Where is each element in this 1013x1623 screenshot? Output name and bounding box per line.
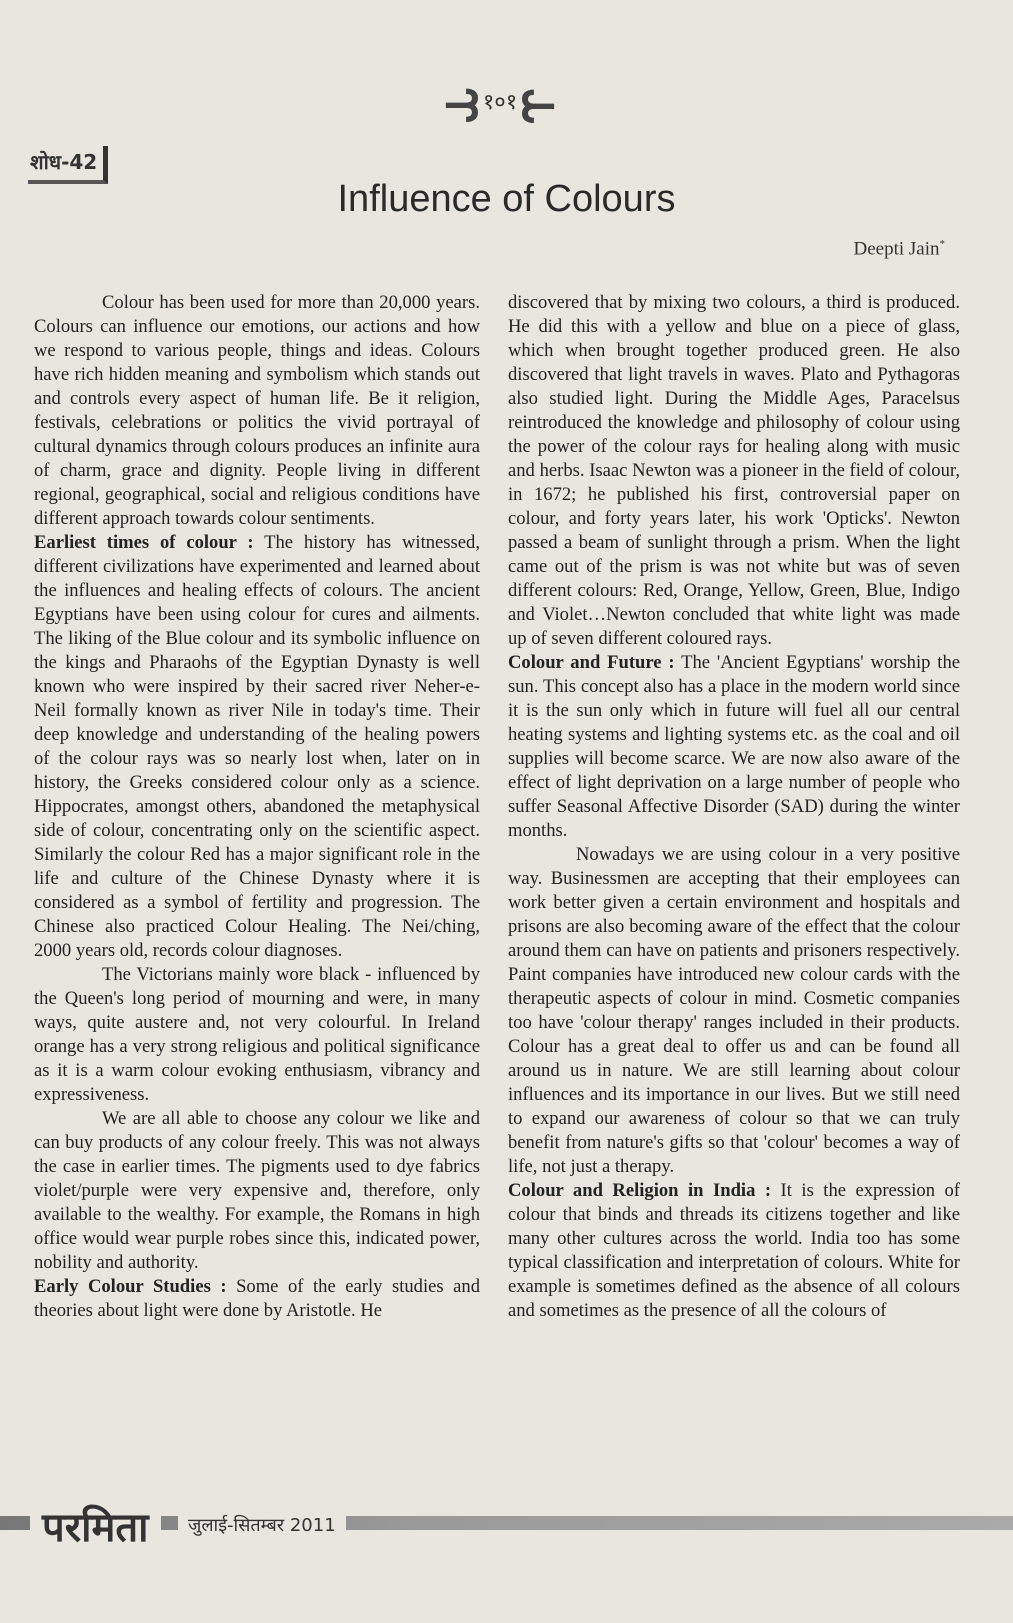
paragraph-aristotle-cont: discovered that by mixing two colours, a third is produced. He did this with a yellow and blue on a piece of glass, which when brought together produced green. He also discovered that light travels in waves. Plato and Pythagoras also studied light. During the Middle Ages, Paracelsus reintroduced the knowledge and philosophy of colour using the power of the colour rays for healing along with music and herbs. Isaac Newton was a pioneer in the field of colour, in 1672; he published his first, controversial paper on colour, and forty years later, his work 'Opticks'. Newton passed a beam of sunlight through a prism. When the light came out of the prism is was not white but was of seven different colours: Red, Orange, Yellow, Green, Blue, Indigo and Violet…Newton concluded that white light was made up of seven different coloured rays. <box>508 292 960 649</box>
left-bracket-ornament: ⥽ <box>444 66 479 136</box>
heading-early-studies: Early Colour Studies : <box>34 1276 227 1297</box>
author-name: Deepti Jain <box>853 238 940 260</box>
body-early-studies: Some of the early studies and theories about light were done by Aristotle. He <box>34 1276 480 1321</box>
heading-colour-future: Colour and Future : <box>508 652 675 673</box>
journal-logo: परमिता <box>30 1500 161 1556</box>
section-tag: शोध-42 <box>28 146 108 184</box>
page-number-text: १०१ <box>482 90 518 115</box>
paragraph-earliest-times <box>34 531 480 963</box>
paragraph-colour-future <box>508 651 960 843</box>
author-footnote-mark: * <box>939 238 945 250</box>
page-number <box>420 66 580 136</box>
body-religion-india: It is the expression of colour that binds and threads its citizens together and like many other cultures across the world. India too has some typical classification and interpretation of colours. White for example is sometimes defined as the absence of all colours and sometimes as the presence of all the colours of <box>508 1180 960 1321</box>
paragraph-choose-colour: We are all able to choose any colour we like and can buy products of any colour freely. This was not always the case in earlier times. The pigments used to dye fabrics violet/purple were very expensive and, therefore, only available to the wealthy. For example, the Romans in high office would wear purple robes since this, indicated power, nobility and authority. <box>34 1108 480 1273</box>
body-colour-future: The 'Ancient Egyptians' worship the sun. This concept also has a place in the modern world since it is the sun only which in future will fuel all our central heating systems and lighting systems etc. as the coal and oil supplies will become scarce. We are now also aware of the effect of light deprivation on a large number of people who suffer Seasonal Affective Disorder (SAD) during the winter months. <box>508 652 960 841</box>
paragraph-early-studies <box>34 1275 480 1323</box>
right-bracket-ornament: ⥼ <box>521 66 555 136</box>
heading-earliest-times: Earliest times of colour : <box>34 532 254 553</box>
paragraph-victorians: The Victorians mainly wore black - influenced by the Queen's long period of mourning and were, in many ways, quite austere and, not very colourful. In Ireland orange has a very strong religious and political significance as it is a warm colour evoking enthusiasm, vibrancy and expressiveness. <box>34 964 480 1105</box>
heading-religion-india: Colour and Religion in India : <box>508 1180 772 1201</box>
author-byline <box>853 238 945 260</box>
paragraph-nowadays: Nowadays we are using colour in a very positive way. Businessmen are accepting that their employees can work better given a certain environment and hospitals and prisons are also becoming aware of the effect that the colour around them can have on patients and prisoners respectively. Paint companies have introduced new colour cards with the therapeutic aspects of colour in mind. Cosmetic companies too have 'colour therapy' ranges included in their products. Colour has a great deal to offer us and can be found all around us in nature. We are still learning about colour influences and its importance in our lives. But we still need to expand our awareness of colour so that we can truly benefit from nature's gifts so that 'colour' becomes a way of life, not just a therapy. <box>508 844 960 1177</box>
paragraph-religion-india <box>508 1179 960 1323</box>
article-title: Influence of Colours <box>337 178 676 220</box>
left-column <box>34 291 480 1496</box>
right-column <box>508 291 960 1496</box>
paragraph-intro: Colour has been used for more than 20,000 years. Colours can influence our emotions, our actions and how we respond to various people, things and ideas. Colours have rich hidden meaning and symbolism which stands out and controls every aspect of human life. Be it religion, festivals, celebrations or politics the vivid portrayal of cultural dynamics through colours produces an infinite aura of charm, grace and dignity. People living in different regional, geographical, social and religious conditions have different approach towards colour sentiments. <box>34 292 480 529</box>
body-earliest-times: The history has witnessed, different civilizations have experimented and learned about the influences and healing effects of colours. The ancient Egyptians have been using colour for cures and ailments. The liking of the Blue colour and its symbolic influence on the kings and Pharaohs of the Egyptian Dynasty is well known who were inspired by their sacred river Neher-e-Neil formally known as river Nile in today's time. Their deep knowledge and understanding of the healing powers of the colour rays was so nearly lost when, later on in history, the Greeks considered colour only as a science. Hippocrates, amongst others, abandoned the metaphysical side of colour, concentrating only on the scientific aspect. Similarly the colour Red has a major significant role in the life and culture of the Chinese Dynasty where it is considered as a symbol of fertility and progression. The Chinese also practiced Colour Healing. The Nei/ching, 2000 years old, records colour diagnoses. <box>34 532 480 961</box>
issue-date: जुलाई-सितम्बर 2011 <box>178 1508 346 1544</box>
